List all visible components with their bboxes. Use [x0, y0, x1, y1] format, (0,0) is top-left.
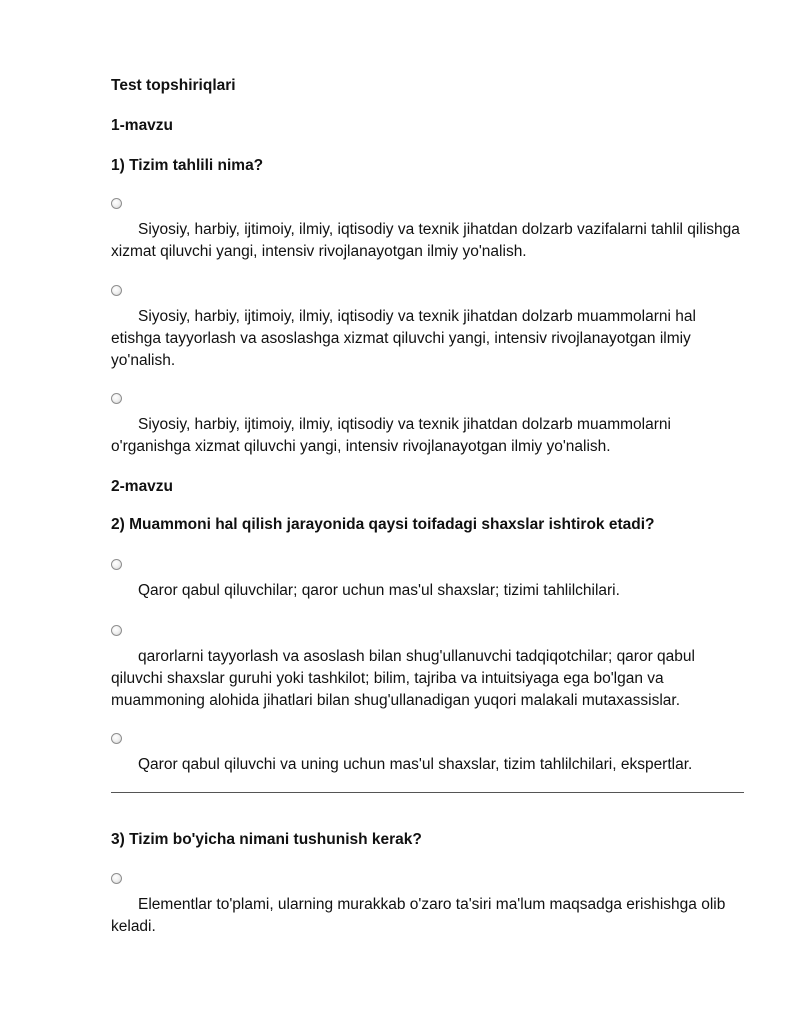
document-title: Test topshiriqlari [111, 77, 236, 94]
radio-option-2a[interactable] [111, 559, 122, 570]
topic-heading-1: 1-mavzu [111, 117, 174, 134]
option-3a-text: Elementlar to'plami, ularning murakkab o'zaro ta'siri ma'lum maqsadga erishishga olib keladi. [111, 896, 726, 935]
question-1: 1) Tizim tahlili nima? [111, 157, 264, 174]
radio-option-1b[interactable] [111, 285, 122, 296]
radio-option-3a[interactable] [111, 873, 122, 884]
topic-heading-2: 2-mavzu [111, 478, 174, 495]
option-2b-text: qarorlarni tayyorlash va asoslash bilan shug'ullanuvchi tadqiqotchilar; qaror qabul qiluvchi shaxslar guruhi yoki tashkilot; bilim, tajriba va intuitsiyaga ega bo'lgan va muammoning alohida jihatlari bilan shug'ullanadigan yuqori malakali mutaxassislar. [111, 648, 695, 709]
option-2c-text: Qaror qabul qiluvchi va uning uchun mas'ul shaxslar, tizim tahlilchilari, ekspertlar. [138, 756, 693, 773]
radio-option-2c[interactable] [111, 733, 122, 744]
horizontal-rule [111, 792, 744, 793]
option-1b-text: Siyosiy, harbiy, ijtimoiy, ilmiy, iqtisodiy va texnik jihatdan dolzarb muammolarni hal etishga tayyorlash va asoslashga xizmat qiluvchi yangi, intensiv rivojlanayotgan ilmiy yo'nalish. [111, 308, 696, 369]
option-1a-text: Siyosiy, harbiy, ijtimoiy, ilmiy, iqtisodiy va texnik jihatdan dolzarb vazifalarni tahlil qilishga xizmat qiluvchi yangi, intensiv rivojlanayotgan ilmiy yo'nalish. [111, 221, 740, 260]
option-2a-text: Qaror qabul qiluvchilar; qaror uchun mas'ul shaxslar; tizimi tahlilchilari. [138, 582, 620, 599]
radio-option-2b[interactable] [111, 625, 122, 636]
radio-option-1a[interactable] [111, 198, 122, 209]
question-2: 2) Muammoni hal qilish jarayonida qaysi toifadagi shaxslar ishtirok etadi? [111, 516, 655, 533]
question-3: 3) Tizim bo'yicha nimani tushunish kerak? [111, 831, 422, 848]
option-1c-text: Siyosiy, harbiy, ijtimoiy, ilmiy, iqtisodiy va texnik jihatdan dolzarb muammolarni o'rganishga xizmat qiluvchi yangi, intensiv rivojlanayotgan ilmiy yo'nalish. [111, 416, 671, 455]
radio-option-1c[interactable] [111, 393, 122, 404]
